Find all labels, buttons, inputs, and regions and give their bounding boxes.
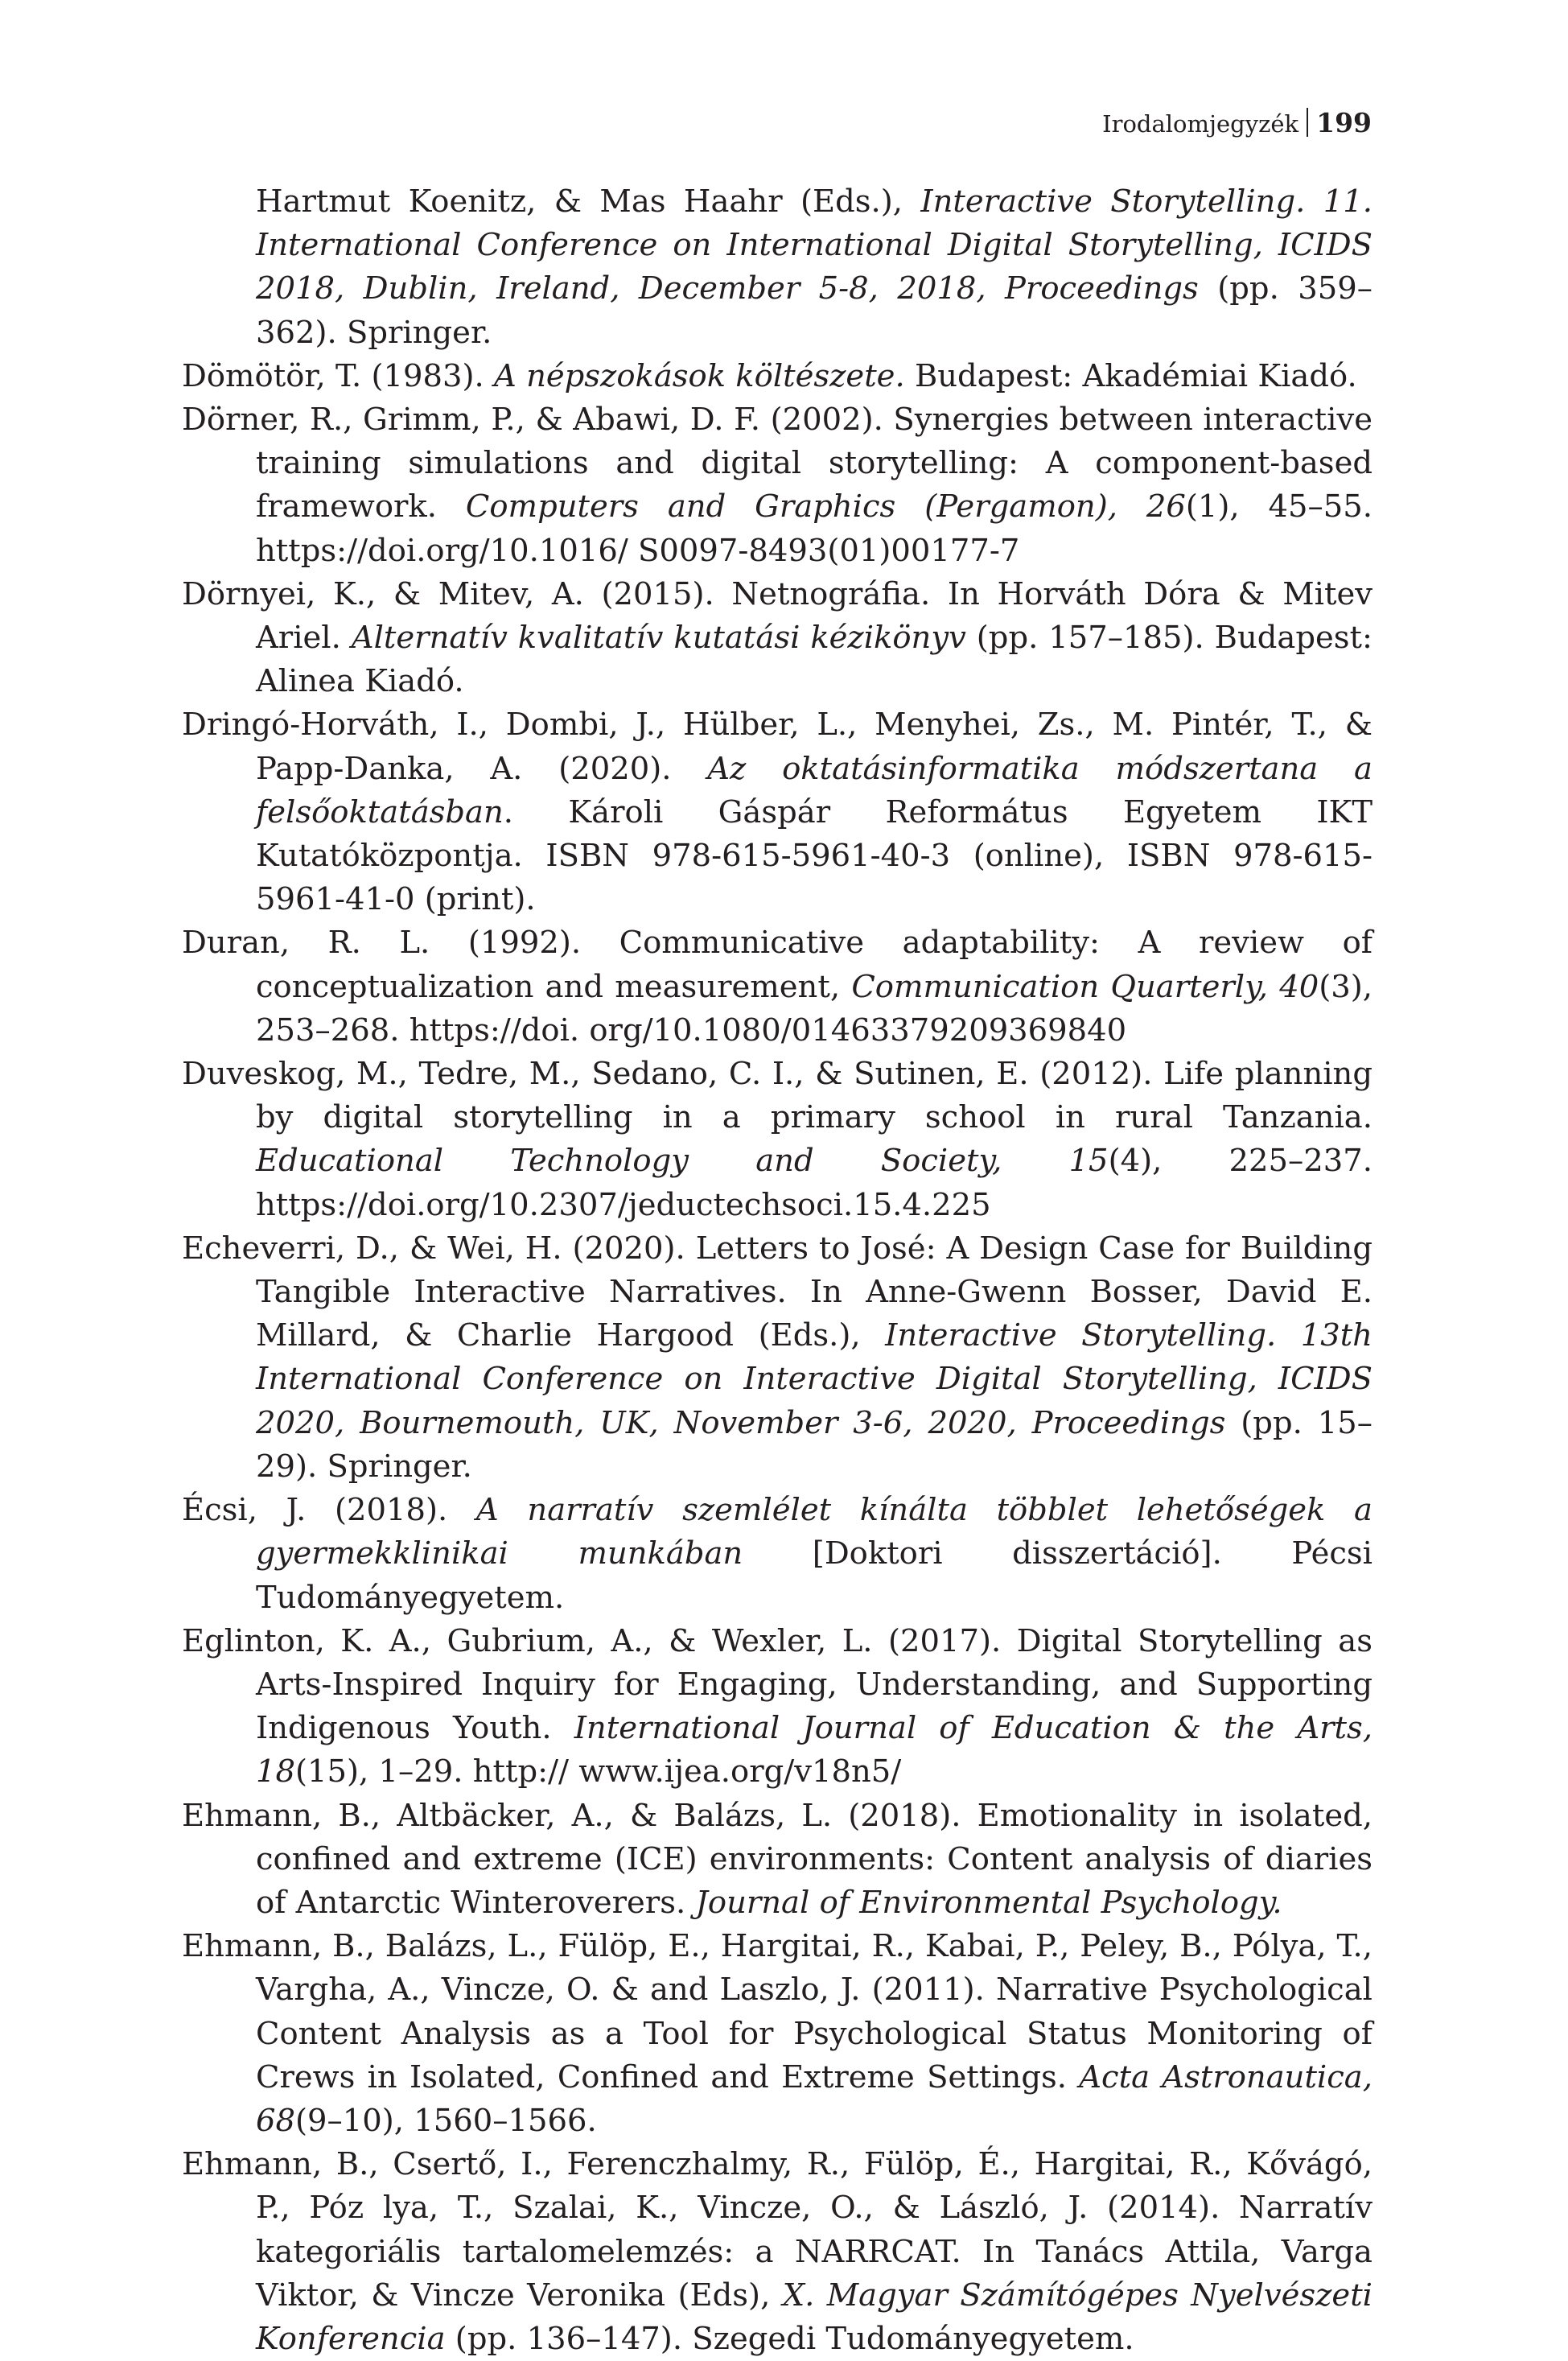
reference-text: Echeverri, D., & Wei, H. (2020). Letters to José: A Design Case for Building Tangible Interactive Narratives. In Anne-Gwenn Bosser, David E. Millard, & Charlie Hargood (Eds.),: [182, 1230, 1373, 1354]
reference-entry: [182, 1053, 1373, 1227]
reference-title-italic: A narratív szemlélet kínálta többlet lehetőségek a gyermekklinikai munkában: [256, 1492, 1373, 1572]
reference-text: (pp. 136–147). Szegedi Tudományegyetem.: [445, 2320, 1134, 2357]
reference-title-italic: Computers and Graphics (Pergamon), 26: [465, 488, 1186, 525]
reference-entry: [182, 398, 1373, 573]
reference-text: Ehmann, B., Altbäcker, A., & Balázs, L. (2018). Emotionality in isolated, confined and extreme (ICE) environments: Content analysis of diaries of Antarctic Winteroverers.: [182, 1797, 1373, 1921]
reference-text: Dörner, R., Grimm, P., & Abawi, D. F. (2002). Synergies between interactive training simulations and digital storytelling: A component-based framework.: [182, 402, 1373, 525]
reference-entry: [182, 1794, 1373, 1926]
reference-title-italic: Communication Quarterly, 40: [851, 968, 1319, 1005]
reference-text: Écsi, J. (2018).: [182, 1492, 476, 1529]
reference-text: (pp. 157–185). Budapest: Alinea Kiadó.: [256, 620, 1373, 700]
reference-entry: [182, 1925, 1373, 2143]
reference-text: Dringó-Horváth, I., Dombi, J., Hülber, L., Menyhei, Zs., M. Pintér, T., & Papp-Danka, A. (2020).: [182, 707, 1373, 787]
reference-title-italic: A népszokások költészete.: [494, 357, 905, 394]
reference-text: (15), 1–29. http:// www.ijea.org/v18n5/: [295, 1753, 902, 1790]
reference-text: Budapest: Akadémiai Kiadó.: [904, 357, 1357, 394]
reference-text: Hartmut Koenitz, & Mas Haahr (Eds.),: [256, 183, 921, 220]
reference-text: (9–10), 1560–1566.: [295, 2102, 597, 2139]
reference-entry: [182, 1489, 1373, 1620]
reference-entry: [182, 703, 1373, 921]
reference-text: Dömötör, T. (1983).: [182, 357, 495, 394]
header-divider: [1307, 108, 1308, 137]
running-head: [1102, 103, 1372, 138]
reference-text: (3), 253–268. https://doi. org/10.1080/01463379209369840: [256, 968, 1373, 1049]
reference-text: (pp. 15–29). Springer.: [256, 1404, 1373, 1485]
reference-title-italic: Interactive Storytelling. 13th International Conference on Interactive Digital Storytelling, ICIDS 2020, Bournemouth, UK, November 3-6, 2020, Proceedings: [256, 1317, 1373, 1441]
reference-title-italic: Acta Astronautica, 68: [256, 2058, 1373, 2139]
reference-entry: [182, 355, 1373, 398]
reference-text: . Károli Gáspár Református Egyetem IKT Kutatóközpontja. ISBN 978-615-5961-40-3 (online), ISBN 978-615-5961-41-0 (print).: [256, 793, 1373, 918]
reference-title-italic: Interactive Storytelling. 11. International Conference on International Digital Storytelling, ICIDS 2018, Dublin, Ireland, December 5-8, 2018, Proceedings: [256, 183, 1373, 307]
reference-title-italic: Educational Technology and Society, 15: [256, 1143, 1109, 1180]
reference-entry: [182, 1620, 1373, 1794]
page-number: 199: [1316, 107, 1372, 138]
reference-text: Ehmann, B., Balázs, L., Fülöp, E., Hargitai, R., Kabai, P., Peley, B., Pólya, T., Vargha, A., Vincze, O. & and Laszlo, J. (2011). Narrative Psychological Content Analysis as a Tool for Psychological Status Monitoring of Crews in Isolated, Confined and Extreme Settings.: [182, 1928, 1373, 2095]
reference-entry: [182, 180, 1373, 355]
reference-text: Dörnyei, K., & Mitev, A. (2015). Netnográfia. In Horváth Dóra & Mitev Ariel.: [182, 575, 1373, 657]
reference-text: Eglinton, K. A., Gubrium, A., & Wexler, L. (2017). Digital Storytelling as Arts-Inspired Inquiry for Engaging, Understanding, and Supporting Indigenous Youth.: [182, 1622, 1373, 1747]
reference-entry: [182, 573, 1373, 704]
reference-title-italic: Journal of Environmental Psychology.: [695, 1884, 1282, 1921]
reference-text: [Doktori disszertáció]. Pécsi Tudományegyetem.: [256, 1535, 1373, 1616]
reference-text: Duveskog, M., Tedre, M., Sedano, C. I., & Sutinen, E. (2012). Life planning by digital storytelling in a primary school in rural Tanzania.: [182, 1056, 1373, 1136]
reference-title-italic: Alternatív kvalitatív kutatási kézikönyv: [351, 620, 966, 657]
reference-entry: [182, 921, 1373, 1053]
reference-text: Ehmann, B., Csertő, I., Ferenczhalmy, R., Fülöp, É., Hargitai, R., Kővágó, P., Póz lya, T., Szalai, K., Vincze, O., & László, J. (2014). Narratív kategoriális tartalomelemzés: a NARRCAT. In Tanács Attila, Varga Viktor, & Vincze Veronika (Eds),: [182, 2146, 1373, 2314]
reference-entry: [182, 1227, 1373, 1489]
reference-title-italic: X. Magyar Számítógépes Nyelvészeti Konferencia: [256, 2277, 1373, 2357]
reference-entry: [182, 2143, 1373, 2361]
reference-text: (1), 45–55. https://doi.org/10.1016/ S0097-8493(01)00177-7: [256, 488, 1373, 569]
reference-text: Duran, R. L. (1992). Communicative adaptability: A review of conceptualization and measurement,: [182, 925, 1373, 1005]
section-title: Irodalomjegyzék: [1102, 110, 1299, 138]
reference-text: (pp. 359–362). Springer.: [256, 270, 1373, 351]
reference-title-italic: International Journal of Education & the Arts, 18: [256, 1710, 1373, 1790]
reference-title-italic: Az oktatásinformatika módszertana a felsőoktatásban: [256, 750, 1373, 830]
reference-text: (4), 225–237. https://doi.org/10.2307/jeductechsoci.15.4.225: [256, 1143, 1373, 1223]
reference-list: [182, 180, 1373, 2361]
